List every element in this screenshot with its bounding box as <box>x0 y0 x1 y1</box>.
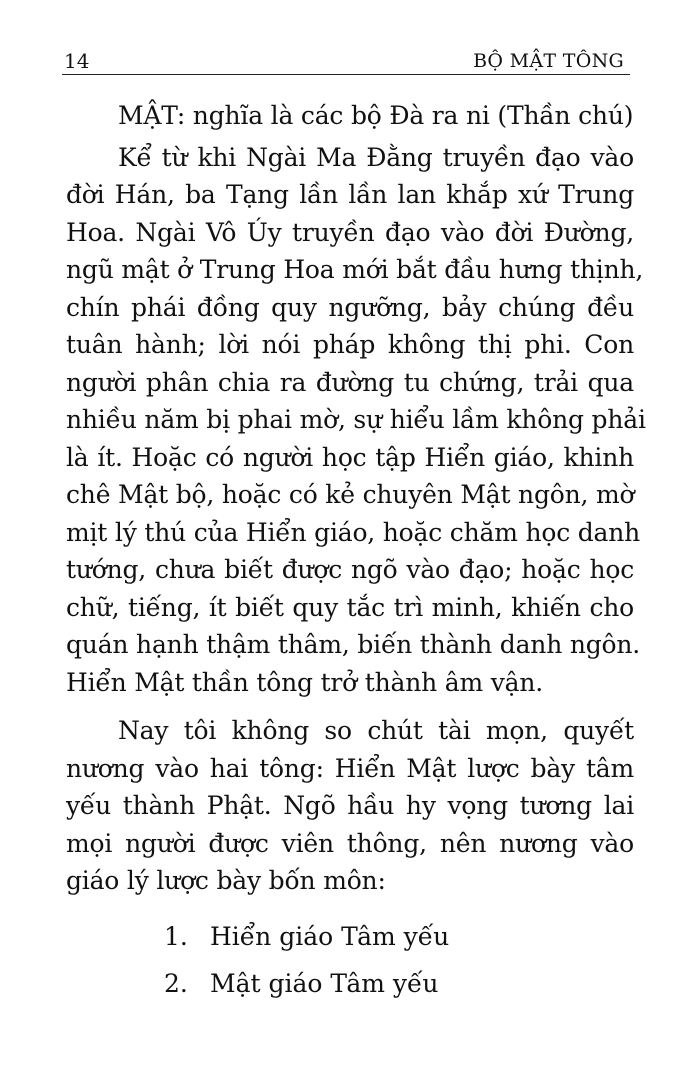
paragraph-line: Kể từ khi Ngài Ma Đằng truyền đạo vào <box>118 142 634 172</box>
list-text: Hiển giáo Tâm yếu <box>210 921 450 951</box>
paragraph-line: tướng, chưa biết được ngõ vào đạo; hoặc học <box>66 555 634 584</box>
paragraph-line: chín phái đồng quy ngưỡng, bảy chúng đều <box>66 292 634 322</box>
paragraph-line: quán hạnh thậm thâm, biến thành danh ngôn. <box>66 630 641 659</box>
paragraph-line: tuân hành; lời nói pháp không thị phi. Con <box>66 330 634 359</box>
numbered-list <box>66 913 634 1007</box>
list-text: Mật giáo Tâm yếu <box>210 968 439 998</box>
definition-line: MẬT: nghĩa là các bộ Đà ra ni (Thần chú) <box>118 101 634 130</box>
paragraph-line: giáo lý lược bày bốn môn: <box>66 866 386 895</box>
list-item <box>66 913 634 960</box>
paragraph-line: chê Mật bộ, hoặc có kẻ chuyên Mật ngôn, mờ <box>66 480 635 509</box>
page-number: 14 <box>64 49 90 73</box>
running-title: BỘ MẬT TÔNG <box>473 50 624 72</box>
paragraph-line: đời Hán, ba Tạng lần lần lan khắp xứ Trung <box>66 180 634 209</box>
paragraph-line: yếu thành Phật. Ngõ hầu hy vọng tương lai <box>66 791 634 820</box>
list-number: 1. <box>164 921 188 951</box>
paragraph-line: nhiều năm bị phai mờ, sự hiểu lầm không phải <box>66 405 646 434</box>
paragraph-line: ngũ mật ở Trung Hoa mới bắt đầu hưng thịnh, <box>66 255 644 284</box>
body-text <box>66 97 646 1007</box>
paragraph-line: Hiển Mật thần tông trở thành âm vận. <box>66 667 544 697</box>
paragraph-line: chữ, tiếng, ít biết quy tắc trì minh, khiến cho <box>66 592 634 622</box>
paragraph-line: mịt lý thú của Hiển giáo, hoặc chăm học danh <box>66 517 641 547</box>
paragraph-line: là ít. Hoặc có người học tập Hiển giáo, khinh <box>66 442 634 472</box>
paragraph-line: nương vào hai tông: Hiển Mật lược bày tâm <box>66 753 634 783</box>
paragraph-line: Nay tôi không so chút tài mọn, quyết <box>118 716 634 745</box>
list-number: 2. <box>164 968 188 998</box>
header-rule <box>62 74 630 75</box>
paragraph-1 <box>66 139 646 702</box>
paragraph-2 <box>66 712 634 900</box>
paragraph-line: mọi người được viên thông, nên nương vào <box>66 828 634 858</box>
paragraph-line: người phân chia ra đường tu chứng, trải qua <box>66 367 634 397</box>
list-item <box>66 960 634 1007</box>
paragraph-line: Hoa. Ngài Vô Úy truyền đạo vào đời Đường, <box>66 217 634 247</box>
